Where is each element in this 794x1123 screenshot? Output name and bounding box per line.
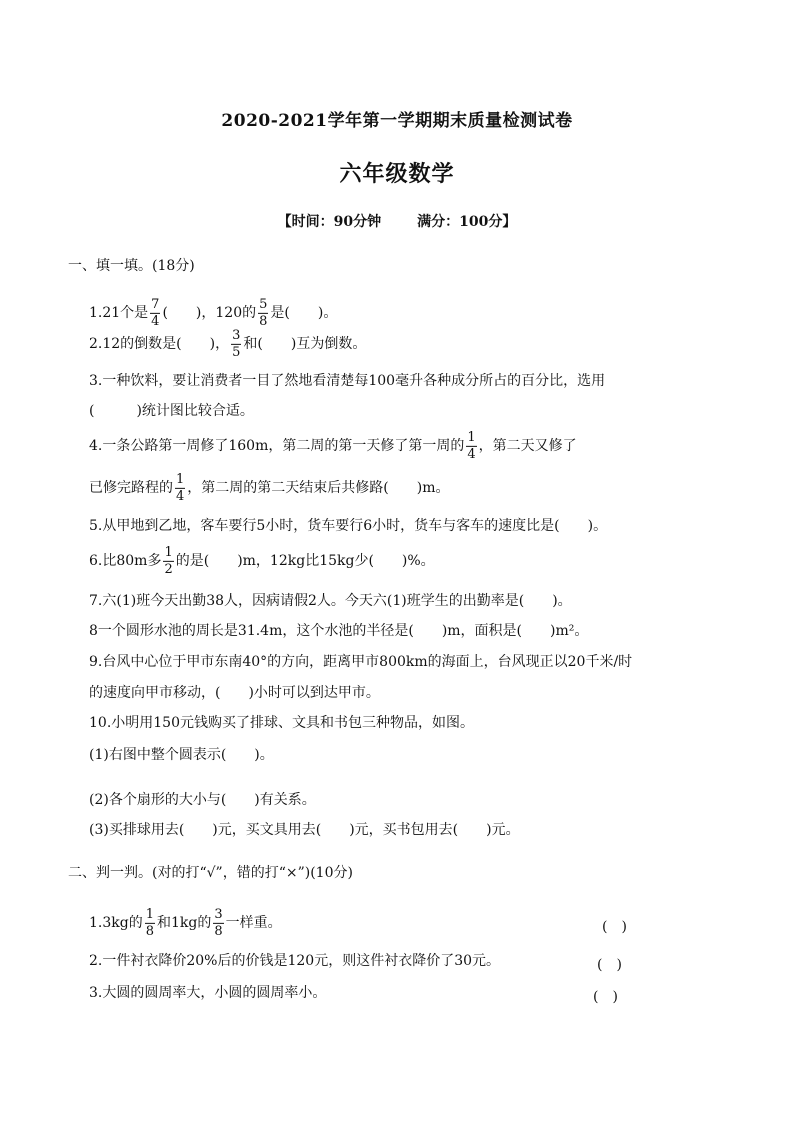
- question-1-3-line1: 3.一种饮料，要让消费者一目了然地看清楚每100毫升各种成分所占的百分比，选用: [89, 373, 606, 389]
- time-label: 【时间：90分钟: [277, 214, 382, 230]
- question-1-4-line1: 4.一条公路第一周修了160m，第二周的第一天修了第一周的 $\frac{1}{4}$ ，第二天又修了: [89, 429, 577, 462]
- question-1-10-part2: (2)各个扇形的大小与( )有关系。: [89, 792, 316, 808]
- answer-bracket-2-2[interactable]: ( ): [597, 957, 622, 973]
- question-1-8: 8一个圆形水池的周长是31.4m，这个水池的半径是( )m，面积是( )m²。: [89, 623, 589, 639]
- answer-bracket-2-3[interactable]: ( ): [593, 989, 618, 1005]
- exam-subject: 六年级数学: [339, 161, 455, 187]
- exam-title: 2020-2021学年第一学期期末质量检测试卷: [221, 111, 573, 131]
- score-label: 满分：100分】: [417, 214, 517, 230]
- fraction: $\frac{1}{4}$: [176, 471, 185, 504]
- question-1-10-part3: (3)买排球用去( )元，买文具用去( )元，买书包用去( )元。: [89, 822, 520, 838]
- question-1-5: 5.从甲地到乙地，客车要行5小时，货车要行6小时，货车与客车的速度比是( )。: [89, 518, 608, 534]
- exam-time-score: [0, 211, 794, 231]
- answer-bracket-2-1[interactable]: ( ): [602, 919, 627, 935]
- question-1-7: 7.六(1)班今天出勤38人，因病请假2人。今天六(1)班学生的出勤率是( )。: [89, 593, 572, 609]
- question-1-10-part1: (1)右图中整个圆表示( )。: [89, 747, 274, 763]
- fraction: $\frac{1}{2}$: [164, 544, 173, 577]
- question-1-9-line2: 的速度向甲市移动，( )小时可以到达甲市。: [89, 685, 380, 701]
- fraction: $\frac{3}{8}$: [214, 906, 223, 939]
- question-1-1: 1.21个是 $\frac{7}{4}$ ( )，120的 $\frac{5}{8}$ 是( )。: [89, 296, 338, 329]
- fraction: $\frac{1}{8}$: [145, 906, 154, 939]
- question-2-1: 1.3kg的 $\frac{1}{8}$ 和1kg的 $\frac{3}{8}$ 一样重。: [89, 906, 282, 939]
- section1-heading: 一、填一填。(18分): [68, 258, 195, 274]
- question-1-4-line2: 已修完路程的 $\frac{1}{4}$ ，第二周的第二天结束后共修路( )m。: [89, 471, 450, 504]
- question-1-10-stem: 10.小明用150元钱购买了排球、文具和书包三种物品，如图。: [89, 715, 474, 731]
- question-2-3: 3.大圆的圆周率大，小圆的圆周率小。: [89, 985, 327, 1001]
- fraction: $\frac{5}{8}$: [259, 296, 268, 329]
- section2-heading: 二、判一判。(对的打“√”，错的打“×”)(10分): [68, 865, 353, 881]
- fraction: $\frac{3}{5}$: [232, 327, 241, 360]
- question-1-3-line2: ( )统计图比较合适。: [89, 403, 254, 419]
- question-1-6: 6.比80m多 $\frac{1}{2}$ 的是( )m，12kg比15kg少( )%。: [89, 544, 435, 577]
- question-2-2: 2.一件衬衣降价20%后的价钱是120元，则这件衬衣降价了30元。: [89, 953, 501, 969]
- fraction: $\frac{1}{4}$: [467, 429, 476, 462]
- fraction: $\frac{7}{4}$: [151, 296, 160, 329]
- question-1-2: 2.12的倒数是( )， $\frac{3}{5}$ 和( )互为倒数。: [89, 327, 367, 360]
- question-1-9-line1: 9.台风中心位于甲市东南40°的方向，距离甲市800km的海面上，台风现正以20千米/时: [89, 654, 633, 670]
